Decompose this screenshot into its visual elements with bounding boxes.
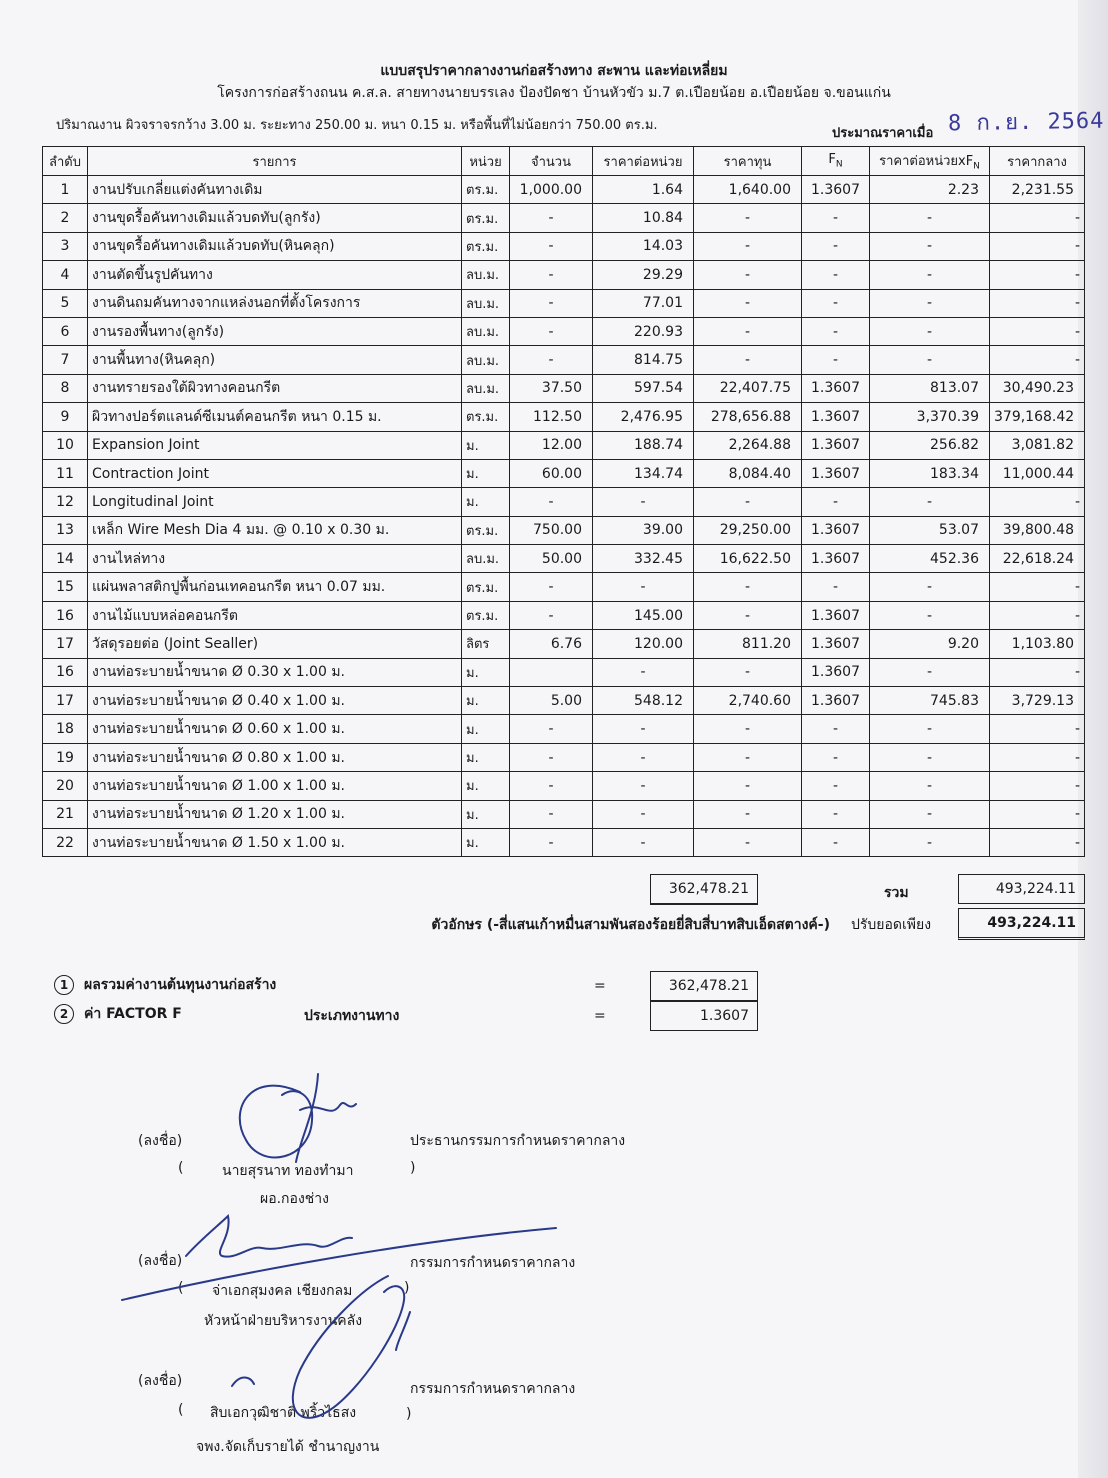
paren-close-1: )	[410, 1160, 416, 1176]
row-unit-price: -	[593, 715, 694, 743]
row-fn: -	[802, 232, 870, 260]
row-median-price: -	[990, 772, 1085, 800]
table-row	[43, 289, 1085, 317]
row-cost: -	[694, 232, 802, 260]
row-number: 6	[43, 317, 88, 345]
sign-label-3: (ลงชื่อ)	[138, 1373, 183, 1389]
row-qty: -	[510, 261, 593, 289]
row-unit-price-fn: -	[870, 346, 990, 374]
row-cost: -	[694, 828, 802, 856]
row-item: งานท่อระบายน้ำขนาด Ø 1.20 x 1.00 ม.	[88, 800, 462, 828]
row-unit: ตร.ม.	[462, 204, 510, 232]
row-fn: -	[802, 573, 870, 601]
row-fn: 1.3607	[802, 403, 870, 431]
row-unit: ตร.ม.	[462, 516, 510, 544]
row-median-price: -	[990, 828, 1085, 856]
row-number: 19	[43, 743, 88, 771]
row-unit-price-fn: -	[870, 772, 990, 800]
row-unit-price-fn: -	[870, 743, 990, 771]
row-item: Expansion Joint	[88, 431, 462, 459]
table-row	[43, 488, 1085, 516]
row-unit-price: 814.75	[593, 346, 694, 374]
header-qty: จำนวน	[510, 147, 593, 176]
paren-open-2: (	[178, 1280, 184, 1296]
header-median-price: ราคากลาง	[990, 147, 1085, 176]
row-fn: 1.3607	[802, 374, 870, 402]
row-median-price: 3,081.82	[990, 431, 1085, 459]
row-number: 4	[43, 261, 88, 289]
table-header-row	[43, 147, 1085, 176]
row-unit-price: 29.29	[593, 261, 694, 289]
sign-label-1: (ลงชื่อ)	[138, 1133, 183, 1149]
signer-name-1: นายสุรนาท ทองทำมา	[222, 1163, 354, 1179]
row-unit-price: 2,476.95	[593, 403, 694, 431]
row-unit-price: 1.64	[593, 176, 694, 204]
row-unit: ม.	[462, 658, 510, 686]
row-qty: 6.76	[510, 630, 593, 658]
row-number: 20	[43, 772, 88, 800]
row-cost: -	[694, 317, 802, 345]
header-item: รายการ	[88, 147, 462, 176]
row-item: งานรองพื้นทาง(ลูกรัง)	[88, 317, 462, 345]
row-item: งานตัดขึ้นรูปคันทาง	[88, 261, 462, 289]
row-unit-price: -	[593, 743, 694, 771]
project-name: โครงการก่อสร้างถนน ค.ส.ล. สายทางนายบรรเลง ป้องปัดชา บ้านหัวขัว ม.7 ต.เปือยน้อย อ.เปือยน้อย จ.ขอนแก่น	[217, 85, 891, 101]
row-median-price: -	[990, 289, 1085, 317]
table-row	[43, 630, 1085, 658]
row-unit-price: 548.12	[593, 687, 694, 715]
row-item: งานท่อระบายน้ำขนาด Ø 1.50 x 1.00 ม.	[88, 828, 462, 856]
row-number: 1	[43, 176, 88, 204]
table-row	[43, 459, 1085, 487]
amount-in-words: ตัวอักษร (-สี่แสนเก้าหมื่นสามพันสองร้อยยี่สิบสี่บาทสิบเอ็ดสตางค์-)	[431, 917, 830, 933]
row-median-price: 2,231.55	[990, 176, 1085, 204]
table-row	[43, 743, 1085, 771]
price-summary-table	[42, 146, 1085, 857]
row-cost: -	[694, 573, 802, 601]
table-row	[43, 516, 1085, 544]
row-item: งานท่อระบายน้ำขนาด Ø 0.30 x 1.00 ม.	[88, 658, 462, 686]
row-unit-price: 39.00	[593, 516, 694, 544]
summary-cost-label: 1 ผลรวมค่างานต้นทุนงานก่อสร้าง	[54, 974, 276, 996]
row-fn: 1.3607	[802, 687, 870, 715]
summary-factor-label: 2 ค่า FACTOR F	[54, 1003, 182, 1025]
summary-cost-value: 362,478.21	[650, 971, 758, 1001]
signer-name-3: สิบเอกวุฒิชาติ พริ้วไธสง	[210, 1405, 357, 1421]
table-row	[43, 232, 1085, 260]
row-median-price: 3,729.13	[990, 687, 1085, 715]
row-fn: -	[802, 828, 870, 856]
row-cost: 278,656.88	[694, 403, 802, 431]
row-cost: -	[694, 261, 802, 289]
header-fn: $F_N$	[802, 147, 870, 176]
row-qty: 1,000.00	[510, 176, 593, 204]
row-unit-price-fn: -	[870, 289, 990, 317]
summary-cost-equals: =	[594, 978, 606, 994]
row-item: งานปรับเกลี่ยแต่งคันทางเดิม	[88, 176, 462, 204]
row-fn: 1.3607	[802, 545, 870, 573]
row-number: 8	[43, 374, 88, 402]
summary-factor-equals: =	[594, 1008, 606, 1024]
row-median-price: -	[990, 743, 1085, 771]
row-item: Contraction Joint	[88, 459, 462, 487]
row-unit: ม.	[462, 743, 510, 771]
row-fn: 1.3607	[802, 658, 870, 686]
row-item: งานท่อระบายน้ำขนาด Ø 0.40 x 1.00 ม.	[88, 687, 462, 715]
row-unit-price-fn: -	[870, 204, 990, 232]
row-unit: ม.	[462, 828, 510, 856]
paren-open-3: (	[178, 1402, 184, 1418]
row-unit-price: 10.84	[593, 204, 694, 232]
row-unit-price: 332.45	[593, 545, 694, 573]
signer-position-3: จพง.จัดเก็บรายได้ ชำนาญงาน	[196, 1439, 380, 1455]
row-cost: 16,622.50	[694, 545, 802, 573]
row-unit: ม.	[462, 459, 510, 487]
row-median-price: -	[990, 715, 1085, 743]
row-unit: ลิตร	[462, 630, 510, 658]
row-item: งานขุดรื้อคันทางเดิมแล้วบดทับ(ลูกรัง)	[88, 204, 462, 232]
row-unit-price-fn: 745.83	[870, 687, 990, 715]
row-unit-price-fn: 452.36	[870, 545, 990, 573]
table-row	[43, 317, 1085, 345]
row-fn: 1.3607	[802, 630, 870, 658]
summary-work-type: ประเภทงานทาง	[304, 1008, 400, 1024]
role-2: กรรมการกำหนดราคากลาง	[410, 1255, 576, 1271]
row-median-price: -	[990, 800, 1085, 828]
table-row	[43, 204, 1085, 232]
row-median-price: -	[990, 601, 1085, 629]
row-unit: ม.	[462, 488, 510, 516]
row-unit-price-fn: 53.07	[870, 516, 990, 544]
row-median-price: -	[990, 346, 1085, 374]
row-qty: -	[510, 488, 593, 516]
row-qty: 37.50	[510, 374, 593, 402]
circle-number-1: 1	[54, 975, 74, 995]
row-cost: -	[694, 658, 802, 686]
role-1: ประธานกรรมการกำหนดราคากลาง	[410, 1133, 626, 1149]
table-row	[43, 573, 1085, 601]
header-unit-price-fn: ราคาต่อหน่วย$xF_N$	[870, 147, 990, 176]
row-number: 14	[43, 545, 88, 573]
row-fn: 1.3607	[802, 459, 870, 487]
row-fn: -	[802, 261, 870, 289]
row-qty: -	[510, 573, 593, 601]
row-median-price: -	[990, 261, 1085, 289]
row-median-price: 11,000.44	[990, 459, 1085, 487]
row-unit-price-fn: 256.82	[870, 431, 990, 459]
signer-position-1: ผอ.กองช่าง	[260, 1191, 329, 1207]
row-unit: ตร.ม.	[462, 176, 510, 204]
header-cost: ราคาทุน	[694, 147, 802, 176]
header-no: ลำดับ	[43, 147, 88, 176]
table-row	[43, 601, 1085, 629]
row-qty: -	[510, 743, 593, 771]
row-median-price: 379,168.42	[990, 403, 1085, 431]
row-median-price: -	[990, 658, 1085, 686]
row-qty: -	[510, 800, 593, 828]
row-number: 15	[43, 573, 88, 601]
row-item: Longitudinal Joint	[88, 488, 462, 516]
row-cost: -	[694, 488, 802, 516]
row-unit-price-fn: 813.07	[870, 374, 990, 402]
table-row	[43, 176, 1085, 204]
row-number: 9	[43, 403, 88, 431]
row-unit: ม.	[462, 431, 510, 459]
row-unit-price-fn: -	[870, 658, 990, 686]
row-qty: -	[510, 232, 593, 260]
row-unit-price-fn: -	[870, 715, 990, 743]
sum-label: รวม	[884, 885, 909, 901]
row-number: 3	[43, 232, 88, 260]
row-median-price: 1,103.80	[990, 630, 1085, 658]
row-number: 16	[43, 601, 88, 629]
row-fn: -	[802, 800, 870, 828]
summary-factor-value: 1.3607	[650, 1001, 758, 1031]
row-qty: -	[510, 715, 593, 743]
row-cost: -	[694, 715, 802, 743]
row-unit: ตร.ม.	[462, 403, 510, 431]
row-qty: 750.00	[510, 516, 593, 544]
row-fn: 1.3607	[802, 431, 870, 459]
row-number: 10	[43, 431, 88, 459]
row-qty: -	[510, 601, 593, 629]
row-median-price: 22,618.24	[990, 545, 1085, 573]
table-row	[43, 658, 1085, 686]
row-median-price: 39,800.48	[990, 516, 1085, 544]
row-qty: -	[510, 772, 593, 800]
row-qty: -	[510, 346, 593, 374]
row-number: 7	[43, 346, 88, 374]
row-unit: ตร.ม.	[462, 232, 510, 260]
row-unit-price: -	[593, 658, 694, 686]
row-fn: -	[802, 488, 870, 516]
row-item: งานท่อระบายน้ำขนาด Ø 0.60 x 1.00 ม.	[88, 715, 462, 743]
row-unit-price-fn: -	[870, 317, 990, 345]
row-cost: 22,407.75	[694, 374, 802, 402]
row-item: งานพื้นทาง(หินคลุก)	[88, 346, 462, 374]
row-unit: ลบ.ม.	[462, 317, 510, 345]
row-unit-price: 134.74	[593, 459, 694, 487]
row-cost: -	[694, 346, 802, 374]
row-cost: -	[694, 204, 802, 232]
row-median-price: -	[990, 573, 1085, 601]
row-qty: 60.00	[510, 459, 593, 487]
handwritten-date: 8 ก.ย. 2564	[947, 108, 1105, 137]
row-unit-price: -	[593, 573, 694, 601]
header-unit-price: ราคาต่อหน่วย	[593, 147, 694, 176]
row-number: 5	[43, 289, 88, 317]
adjusted-label: ปรับยอดเพียง	[851, 917, 932, 933]
row-unit: ม.	[462, 772, 510, 800]
row-item: แผ่นพลาสติกปูพื้นก่อนเทคอนกรีต หนา 0.07 มม.	[88, 573, 462, 601]
row-unit-price-fn: -	[870, 828, 990, 856]
row-cost: 8,084.40	[694, 459, 802, 487]
table-row	[43, 374, 1085, 402]
row-fn: -	[802, 204, 870, 232]
table-row	[43, 545, 1085, 573]
row-unit: ม.	[462, 800, 510, 828]
row-unit-price: -	[593, 488, 694, 516]
row-median-price: -	[990, 232, 1085, 260]
row-unit-price: -	[593, 800, 694, 828]
row-item: ผิวทางปอร์ตแลนด์ซีเมนต์คอนกรีต หนา 0.15 ม.	[88, 403, 462, 431]
sign-label-2: (ลงชื่อ)	[138, 1253, 183, 1269]
paren-open-1: (	[178, 1160, 184, 1176]
row-number: 16	[43, 658, 88, 686]
row-number: 17	[43, 630, 88, 658]
row-cost: -	[694, 601, 802, 629]
row-number: 11	[43, 459, 88, 487]
row-unit-price-fn: -	[870, 573, 990, 601]
row-median-price: 30,490.23	[990, 374, 1085, 402]
row-unit-price: 77.01	[593, 289, 694, 317]
document-title: แบบสรุปราคากลางงานก่อสร้างทาง สะพาน และท่อเหลี่ยม	[380, 63, 728, 79]
work-scope: ปริมาณงาน ผิวจราจรกว้าง 3.00 ม. ระยะทาง 250.00 ม. หนา 0.15 ม. หรือพื้นที่ไม่น้อยกว่า 750.00 ตร.ม.	[56, 118, 658, 133]
row-unit: ลบ.ม.	[462, 545, 510, 573]
row-unit-price-fn: -	[870, 601, 990, 629]
signer-position-2: หัวหน้าฝ่ายบริหารงานคลัง	[204, 1313, 363, 1329]
row-fn: 1.3607	[802, 601, 870, 629]
row-item: งานไหล่ทาง	[88, 545, 462, 573]
row-number: 18	[43, 715, 88, 743]
paren-close-2: )	[404, 1280, 410, 1296]
row-item: งานท่อระบายน้ำขนาด Ø 1.00 x 1.00 ม.	[88, 772, 462, 800]
row-fn: -	[802, 715, 870, 743]
table-row	[43, 403, 1085, 431]
row-cost: 1,640.00	[694, 176, 802, 204]
row-qty: -	[510, 204, 593, 232]
circle-number-2: 2	[54, 1004, 74, 1024]
row-qty	[510, 658, 593, 686]
row-unit: ตร.ม.	[462, 601, 510, 629]
row-unit-price-fn: 9.20	[870, 630, 990, 658]
paren-close-3: )	[406, 1406, 412, 1422]
row-cost: 2,740.60	[694, 687, 802, 715]
row-unit-price: 14.03	[593, 232, 694, 260]
row-unit-price: -	[593, 772, 694, 800]
row-fn: -	[802, 346, 870, 374]
row-fn: 1.3607	[802, 516, 870, 544]
row-unit: ลบ.ม.	[462, 261, 510, 289]
row-unit: ลบ.ม.	[462, 374, 510, 402]
row-unit: ลบ.ม.	[462, 289, 510, 317]
row-fn: -	[802, 289, 870, 317]
row-fn: 1.3607	[802, 176, 870, 204]
row-item: งานดินถมคันทางจากแหล่งนอกที่ตั้งโครงการ	[88, 289, 462, 317]
table-row	[43, 772, 1085, 800]
cost-total: 362,478.21	[650, 874, 758, 905]
row-unit-price-fn: -	[870, 232, 990, 260]
row-median-price: -	[990, 488, 1085, 516]
row-qty: -	[510, 289, 593, 317]
table-row	[43, 346, 1085, 374]
row-cost: 29,250.00	[694, 516, 802, 544]
role-3: กรรมการกำหนดราคากลาง	[410, 1381, 576, 1397]
row-fn: -	[802, 772, 870, 800]
table-row	[43, 715, 1085, 743]
row-fn: -	[802, 317, 870, 345]
row-unit: ม.	[462, 687, 510, 715]
row-number: 21	[43, 800, 88, 828]
row-cost: 2,264.88	[694, 431, 802, 459]
row-unit-price: 120.00	[593, 630, 694, 658]
row-unit: ลบ.ม.	[462, 346, 510, 374]
row-qty: 5.00	[510, 687, 593, 715]
row-qty: 12.00	[510, 431, 593, 459]
row-item: งานไม้แบบหล่อคอนกรีต	[88, 601, 462, 629]
row-fn: -	[802, 743, 870, 771]
estimate-date-label: ประมาณราคาเมื่อ	[832, 126, 934, 141]
row-item: งานขุดรื้อคันทางเดิมแล้วบดทับ(หินคลุก)	[88, 232, 462, 260]
row-unit-price-fn: -	[870, 488, 990, 516]
row-qty: 112.50	[510, 403, 593, 431]
row-cost: -	[694, 743, 802, 771]
row-cost: -	[694, 289, 802, 317]
table-row	[43, 431, 1085, 459]
row-cost: -	[694, 800, 802, 828]
row-number: 22	[43, 828, 88, 856]
row-unit-price-fn: -	[870, 261, 990, 289]
row-unit-price: -	[593, 828, 694, 856]
table-row	[43, 828, 1085, 856]
header-unit: หน่วย	[462, 147, 510, 176]
table-row	[43, 687, 1085, 715]
row-number: 13	[43, 516, 88, 544]
row-number: 2	[43, 204, 88, 232]
adjusted-total: 493,224.11	[958, 908, 1085, 940]
median-total: 493,224.11	[958, 874, 1085, 904]
row-unit-price-fn: -	[870, 800, 990, 828]
row-unit-price-fn: 3,370.39	[870, 403, 990, 431]
row-item: งานท่อระบายน้ำขนาด Ø 0.80 x 1.00 ม.	[88, 743, 462, 771]
row-unit-price-fn: 183.34	[870, 459, 990, 487]
row-unit-price: 220.93	[593, 317, 694, 345]
row-median-price: -	[990, 204, 1085, 232]
row-qty: 50.00	[510, 545, 593, 573]
row-unit-price: 188.74	[593, 431, 694, 459]
row-item: วัสดุรอยต่อ (Joint Sealler)	[88, 630, 462, 658]
signer-name-2: จ่าเอกสุมงคล เชียงกลม	[212, 1283, 353, 1299]
row-qty: -	[510, 828, 593, 856]
row-qty: -	[510, 317, 593, 345]
row-unit: ตร.ม.	[462, 573, 510, 601]
row-unit: ม.	[462, 715, 510, 743]
table-row	[43, 800, 1085, 828]
row-unit-price-fn: 2.23	[870, 176, 990, 204]
table-row	[43, 261, 1085, 289]
row-unit-price: 145.00	[593, 601, 694, 629]
row-number: 12	[43, 488, 88, 516]
row-item: เหล็ก Wire Mesh Dia 4 มม. @ 0.10 x 0.30 ม.	[88, 516, 462, 544]
row-cost: 811.20	[694, 630, 802, 658]
row-unit-price: 597.54	[593, 374, 694, 402]
row-item: งานทรายรองใต้ผิวทางคอนกรีต	[88, 374, 462, 402]
row-cost: -	[694, 772, 802, 800]
row-number: 17	[43, 687, 88, 715]
row-median-price: -	[990, 317, 1085, 345]
